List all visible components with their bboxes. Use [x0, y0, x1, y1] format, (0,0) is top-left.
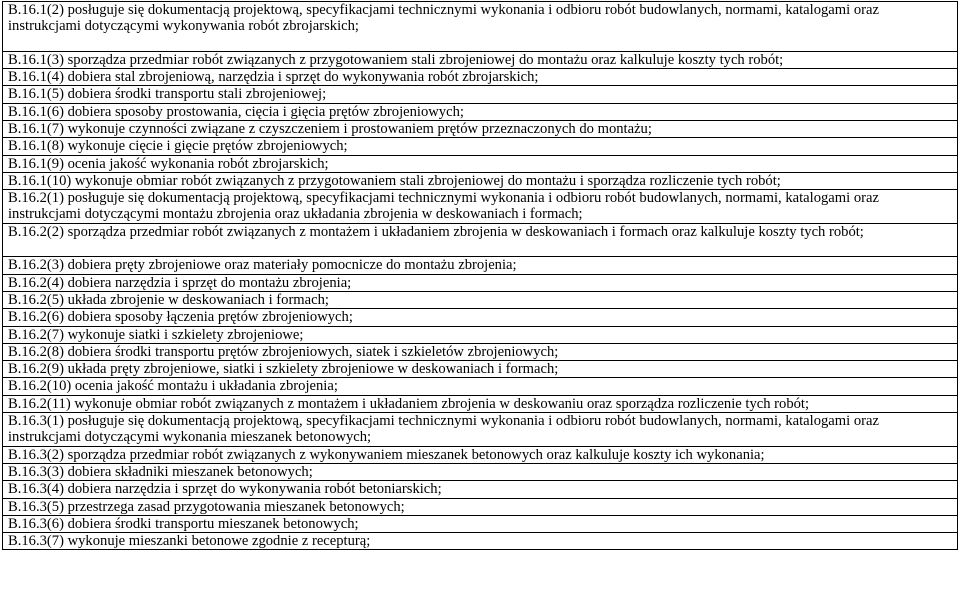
outcome-b16-2-6: B.16.2(6) dobiera sposoby łączenia prętów zbrojeniowych;	[3, 309, 958, 326]
outcome-b16-3-1: B.16.3(1) posługuje się dokumentacją projektową, specyfikacjami technicznymi wykonania i odbioru robót budowlanych, normami, katalogami oraz instrukcjami dotyczącymi wykonania mieszanek betonowych;	[3, 413, 958, 447]
outcome-b16-3-7: B.16.3(7) wykonuje mieszanki betonowe zgodnie z recepturą;	[3, 533, 958, 550]
outcome-b16-1-8: B.16.1(8) wykonuje cięcie i gięcie prętów zbrojeniowych;	[3, 138, 958, 155]
outcome-b16-1-6: B.16.1(6) dobiera sposoby prostowania, cięcia i gięcia prętów zbrojeniowych;	[3, 103, 958, 120]
outcome-b16-2-11: B.16.2(11) wykonuje obmiar robót związanych z montażem i układaniem zbrojenia w deskowaniu oraz sporządza rozliczenie tych robót;	[3, 395, 958, 412]
outcome-b16-1-3: B.16.1(3) sporządza przedmiar robót związanych z przygotowaniem stali zbrojeniowej do montażu oraz kalkuluje koszty tych robót;	[3, 51, 958, 68]
outcome-b16-3-3: B.16.3(3) dobiera składniki mieszanek betonowych;	[3, 463, 958, 480]
outcome-b16-1-2: B.16.1(2) posługuje się dokumentacją projektową, specyfikacjami technicznymi wykonania i odbioru robót budowlanych, normami, katalogami oraz instrukcjami dotyczącymi wykonywania robót zbrojarskich;	[3, 2, 958, 52]
outcome-b16-2-8: B.16.2(8) dobiera środki transportu prętów zbrojeniowych, siatek i szkieletów zbrojeniowych;	[3, 343, 958, 360]
outcome-b16-2-9: B.16.2(9) układa pręty zbrojeniowe, siatki i szkielety zbrojeniowe w deskowaniach i formach;	[3, 361, 958, 378]
outcome-b16-3-6: B.16.3(6) dobiera środki transportu mieszanek betonowych;	[3, 515, 958, 532]
outcome-b16-2-5: B.16.2(5) układa zbrojenie w deskowaniach i formach;	[3, 291, 958, 308]
outcome-b16-1-5: B.16.1(5) dobiera środki transportu stali zbrojeniowej;	[3, 86, 958, 103]
outcome-b16-1-7: B.16.1(7) wykonuje czynności związane z czyszczeniem i prostowaniem prętów przeznaczonych do montażu;	[3, 120, 958, 137]
outcome-b16-1-10: B.16.1(10) wykonuje obmiar robót związanych z przygotowaniem stali zbrojeniowej do montażu i sporządza rozliczenie tych robót;	[3, 172, 958, 189]
outcome-b16-1-9: B.16.1(9) ocenia jakość wykonania robót zbrojarskich;	[3, 155, 958, 172]
outcome-b16-3-5: B.16.3(5) przestrzega zasad przygotowania mieszanek betonowych;	[3, 498, 958, 515]
outcome-b16-2-3: B.16.2(3) dobiera pręty zbrojeniowe oraz materiały pomocnicze do montażu zbrojenia;	[3, 257, 958, 274]
outcome-b16-3-4: B.16.3(4) dobiera narzędzia i sprzęt do wykonywania robót betoniarskich;	[3, 481, 958, 498]
learning-outcomes-table	[2, 1, 958, 550]
outcome-b16-2-10: B.16.2(10) ocenia jakość montażu i układania zbrojenia;	[3, 378, 958, 395]
outcome-b16-2-7: B.16.2(7) wykonuje siatki i szkielety zbrojeniowe;	[3, 326, 958, 343]
outcome-b16-3-2: B.16.3(2) sporządza przedmiar robót związanych z wykonywaniem mieszanek betonowych oraz kalkuluje koszty ich wykonania;	[3, 446, 958, 463]
outcome-b16-1-4: B.16.1(4) dobiera stal zbrojeniową, narzędzia i sprzęt do wykonywania robót zbrojarskich;	[3, 69, 958, 86]
outcome-b16-2-1: B.16.2(1) posługuje się dokumentacją projektową, specyfikacjami technicznymi wykonania i odbioru robót budowlanych, normami, katalogami oraz instrukcjami dotyczącymi montażu zbrojenia oraz układania zbrojenia w deskowaniach i formach;	[3, 190, 958, 224]
outcome-b16-2-2: B.16.2(2) sporządza przedmiar robót związanych z montażem i układaniem zbrojenia w deskowaniach i formach oraz kalkuluje koszty tych robót;	[3, 223, 958, 257]
outcome-b16-2-4: B.16.2(4) dobiera narzędzia i sprzęt do montażu zbrojenia;	[3, 274, 958, 291]
